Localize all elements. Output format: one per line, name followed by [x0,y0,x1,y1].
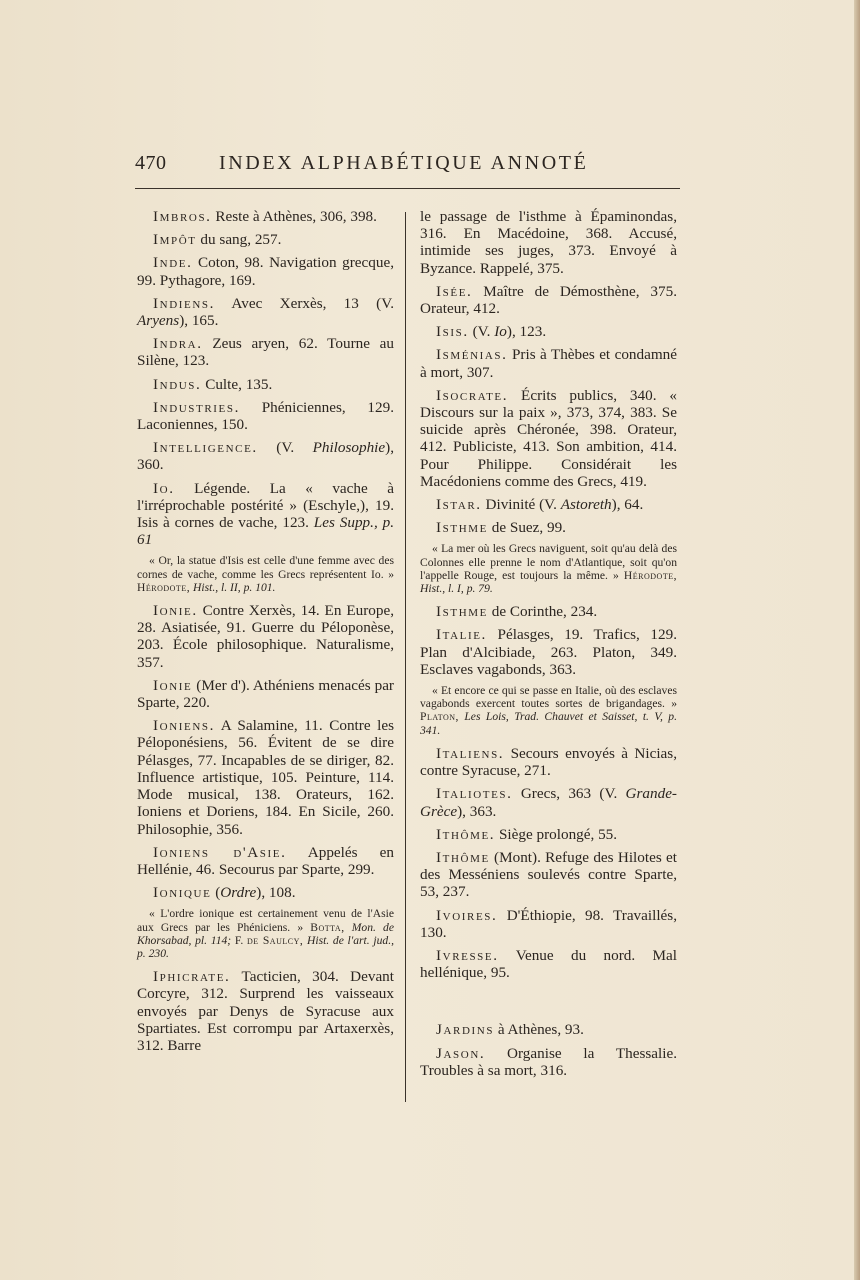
entry-text: ( [211,884,221,902]
entry-text-continued: F. [231,933,247,947]
entry-text: du sang, 257. [196,231,282,249]
entry-text-continued: ), 108. [256,884,296,902]
column-divider [405,212,406,1102]
entry-headword: Indra. [153,335,203,353]
entry-text: D'Éthiopie, 98. Travaillés, 130. [420,906,677,941]
entry-headword: Indus. [153,375,202,393]
entry-text: Pris à Thèbes et condamné à mort, 307. [420,346,677,381]
index-note [420,542,677,595]
entry-text-continued: ), 64. [611,496,644,514]
entry-headword: Isménias. [436,346,508,364]
entry-text: Reste à Athènes, 306, 398. [211,208,377,225]
source-author: Hérodote, [623,568,677,582]
entry-text: (V. [468,323,495,341]
entry-text: Venue du nord. Mal hellénique, 95. [420,946,677,982]
index-entry [420,1045,677,1079]
index-entry [420,907,677,941]
entry-text: « L'ordre ionique est certainement venu de l'Asie aux Grecs par les Phéniciens. » [137,907,394,934]
entry-text: Secours envoyés à Nicias, contre Syracuse, 271. [420,744,677,780]
entry-headword: Isis. [436,323,469,341]
source-author: Eschyle, [308,496,361,514]
running-title: INDEX ALPHABÉTIQUE ANNOTÉ [219,152,589,174]
entry-headword: Jardins [436,1021,495,1039]
entry-text: Culte, 135. [201,375,273,393]
index-entry [420,603,677,620]
entry-headword: Italiens. [436,744,505,762]
index-entry [420,519,677,536]
entry-text: « Et encore ce qui se passe en Italie, où des esclaves vagabonds exercent toutes sortes de brigandages. » [420,684,677,711]
entry-headword: Inde. [153,254,193,272]
index-entry [137,480,394,549]
index-entry [137,335,394,369]
index-entry [420,496,677,513]
source-author: Hérodote, [137,580,191,594]
entry-text-continued: ), 165. [179,312,219,330]
entry-headword: Italie. [436,626,487,644]
header-rule [135,188,680,189]
entry-text: Coton, 98. Navigation grecque, 99. Pythagore, 169. [137,254,394,289]
index-entry [137,844,394,878]
index-entry [137,717,394,837]
index-entry [420,947,677,981]
entry-headword: Ithôme. [436,825,496,843]
entry-text-continued: ), 19. Isis à cornes de vache, 123. [137,496,394,532]
index-entry [137,208,394,225]
italic-reference: Les Supp., p. 61 [137,514,394,549]
entry-headword: Jason. [436,1044,486,1062]
italic-reference: Hist., l. I, p. 79. [420,582,493,596]
entry-text: Appelés en Hellénie, 46. Secourus par Sparte, 299. [137,843,394,878]
italic-reference: Mon. de Khorsabad, pl. 114; [137,920,394,947]
italic-reference: Ordre [220,884,257,902]
italic-reference: Io [494,323,507,341]
entry-headword: Industries. [153,398,240,416]
entry-headword: Intelligence. [153,439,258,457]
italic-reference: Les Lois, Trad. Chauvet et Saisset, t. V, p. 341. [420,710,677,737]
entry-text: de Corinthe, 234. [487,603,598,621]
index-entry [137,376,394,393]
entry-text: Organise la Thessalie. Troubles à sa mort, 316. [420,1044,677,1079]
page-number: 470 [135,152,167,174]
entry-text: A Salamine, 11. Contre les Péloponésiens, 56. Évitent de se dire Pélasges, 77. Incapables de se diriger, 82. Influence artistique, 105. Peinture, 114. Mode musical, 138. Orateurs, 162. Ioniens et Doriens, 184. En Sicile, 260. Philosophie, 356. [137,717,394,838]
entry-headword: Isthme [436,603,488,621]
letter-section-gap [420,987,677,1021]
italic-reference: Astoreth [560,496,612,514]
entry-headword: Isée. [436,282,473,300]
source-author: de Saulcy, [246,933,304,947]
entry-headword: Imbros. [153,208,212,225]
index-entry [420,346,677,380]
entry-text: (Mer d'). Athéniens menacés par Sparte, 220. [137,676,394,712]
entry-text: (V. [257,439,313,457]
entry-text: Maître de Démosthène, 375. Orateur, 412. [420,282,677,318]
entry-text: Tacticien, 304. Devant Corcyre, 312. Surprend les vaisseaux envoyés par Denys de Syracuse aux Spartiates. Est corrompu par Artaxerxès, 312. Barre [137,968,394,1054]
entry-text: Grecs, 363 (V. [512,785,626,803]
entry-text: Phéniciennes, 129. Laconiennes, 150. [137,398,394,434]
italic-reference: Hist., l. II, p. 101. [190,580,276,594]
entry-headword: Ionique [153,884,212,902]
entry-headword: Italiotes. [436,785,513,803]
entry-text: à Athènes, 93. [494,1021,584,1039]
entry-headword: Ioniens. [153,717,215,735]
index-note [137,907,394,960]
left-column [137,208,394,1060]
entry-headword: Ivoires. [436,906,498,924]
index-entry [420,323,677,340]
entry-headword: Ithôme [436,848,490,866]
index-entry [420,1021,677,1038]
entry-headword: Istar. [436,496,482,514]
entry-text-continued: ), 363. [457,802,497,820]
entry-headword: Isocrate. [436,386,509,404]
index-entry [420,626,677,678]
entry-headword: Ioniens d'Asie. [153,843,287,861]
index-entry [137,399,394,433]
entry-text: le passage de l'isthme à Épaminondas, 316. En Macédoine, 368. Accusé, intimide ses juges, 373. Envoyé à Byzance. Rappelé, 375. [420,208,677,277]
italic-reference: Grande-Grèce [420,785,677,820]
index-entry [137,231,394,248]
entry-text: « La mer où les Grecs naviguent, soit qu'au delà des Colonnes elle prenne le nom d'Atlantique, soit qu'on l'appelle Rouge, est toujours la même. » [420,542,677,582]
index-entry [137,439,394,473]
entry-headword: Io. [153,479,175,497]
index-entry [420,745,677,779]
page-edge [854,0,860,1280]
index-note [137,554,394,594]
index-entry [420,826,677,843]
entry-text: (Mont). Refuge des Hilotes et des Messéniens soulevés contre Sparte, 53, 237. [420,848,677,901]
index-entry [137,602,394,671]
entry-text: Divinité (V. [481,496,561,514]
entry-text-continued: ), 360. [137,439,394,474]
right-column [420,208,677,1085]
entry-headword: Impôt [153,231,197,249]
index-entry [420,785,677,819]
index-entry [137,968,394,1054]
entry-headword: Isthme [436,519,488,537]
entry-headword: Ivresse. [436,946,499,964]
entry-headword: Indiens. [153,294,215,312]
source-author: Platon, [420,710,459,724]
entry-text: Zeus aryen, 62. Tourne au Silène, 123. [137,335,394,370]
entry-text: de Suez, 99. [487,519,566,537]
index-entry [420,387,677,490]
index-entry [420,283,677,317]
index-entry [137,884,394,901]
entry-headword: Iphicrate. [153,968,231,986]
italic-reference: Philosophie [312,439,386,457]
index-entry [137,254,394,288]
index-entry [137,677,394,711]
index-note [420,684,677,737]
source-author: Botta, [310,920,345,934]
entry-text-continued: ), 123. [506,323,547,341]
entry-text: Avec Xerxès, 13 (V. [215,294,394,312]
entry-text: « Or, la statue d'Isis est celle d'une femme avec des cornes de vache, comme les Grecs représentent Io. » [137,554,394,581]
entry-text: Pélasges, 19. Trafics, 129. Plan d'Alcibiade, 263. Platon, 349. Esclaves vagabonds, 363. [420,626,677,678]
italic-reference: Aryens [137,312,180,330]
index-entry [137,295,394,329]
entry-text: Légende. La « vache à l'irréprochable postérité » ( [137,479,394,514]
index-entry [420,208,677,277]
entry-text: Contre Xerxès, 14. En Europe, 28. Asiatisée, 91. Guerre du Péloponèse, 203. École philosophique. Naturalisme, 357. [137,602,394,671]
italic-reference: Hist. de l'art. jud., p. 230. [137,933,394,960]
entry-text: Écrits publics, 340. « Discours sur la paix », 373, 374, 383. Se suicide après Chéronée, 398. Orateur, 412. Publiciste, 413. Son ambition, 414. Pour Philippe. Considérait les Macédoniens comme des Grecs, 419. [420,386,677,490]
index-entry [420,849,677,901]
entry-headword: Ionie. [153,602,198,620]
page-header [135,152,680,182]
entry-text: Siège prolongé, 55. [495,825,618,843]
entry-headword: Ionie [153,676,193,694]
